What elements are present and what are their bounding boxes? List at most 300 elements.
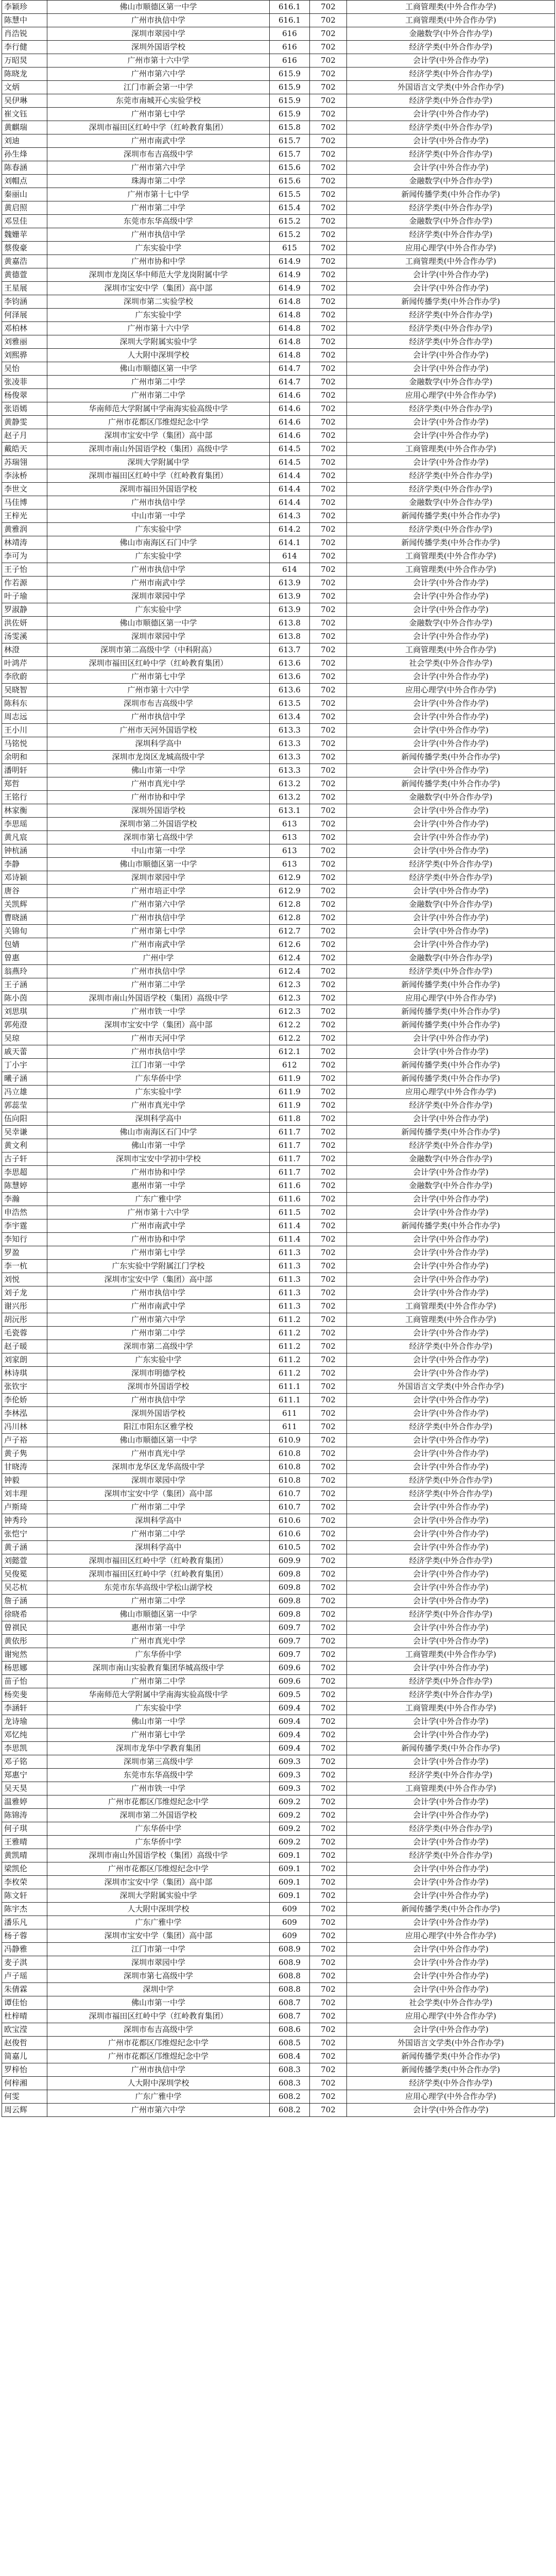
school-name: 广州市执信中学: [47, 1045, 270, 1059]
score-cell: 613.6: [270, 657, 310, 670]
school-name: 深圳市南山外国语学校（集团）高级中学: [47, 1849, 270, 1862]
student-name: 吴琼: [2, 1032, 47, 1045]
student-name: 李静: [2, 858, 47, 871]
score-cell: 609.3: [270, 1769, 310, 1782]
control-line-cell: 702: [310, 1996, 347, 2010]
student-name: 郑惠宁: [2, 1769, 47, 1782]
control-line-cell: 702: [310, 2090, 347, 2104]
school-name: 深圳市第七高级中学: [47, 831, 270, 844]
major-cell: 会计学(中外合作办学): [347, 1595, 555, 1608]
major-cell: 会计学(中外合作办学): [347, 2104, 555, 2117]
control-line-cell: 702: [310, 228, 347, 242]
control-line-cell: 702: [310, 1260, 347, 1273]
school-name: 广州市铁一中学: [47, 1782, 270, 1795]
control-line-cell: 702: [310, 2050, 347, 2063]
table-row: [2, 1126, 555, 1139]
major-cell: 会计学(中外合作办学): [347, 456, 555, 469]
school-name: 佛山市顺德区第一中学: [47, 362, 270, 376]
school-name: 江门市第一中学: [47, 1943, 270, 1956]
student-name: 王星展: [2, 282, 47, 295]
control-line-cell: 702: [310, 1086, 347, 1099]
major-cell: 会计学(中外合作办学): [347, 1407, 555, 1420]
student-name: 陈文轩: [2, 1889, 47, 1903]
table-row: [2, 376, 555, 389]
school-name: 深圳大学附属中学: [47, 456, 270, 469]
table-row: [2, 1635, 555, 1648]
score-cell: 609: [270, 1903, 310, 1916]
score-cell: 615.5: [270, 188, 310, 201]
control-line-cell: 702: [310, 1166, 347, 1179]
major-cell: 会计学(中外合作办学): [347, 1394, 555, 1407]
school-name: 深圳市福田区红岭中学（红岭教育集团）: [47, 1554, 270, 1568]
score-cell: 611.8: [270, 1112, 310, 1126]
control-line-cell: 702: [310, 335, 347, 349]
school-name: 广州市花都区邝维煜纪念中学: [47, 2050, 270, 2063]
student-name: 陈小茵: [2, 992, 47, 1005]
score-cell: 615.9: [270, 94, 310, 108]
score-cell: 614.8: [270, 335, 310, 349]
major-cell: 经济学类(中外合作办学): [347, 469, 555, 483]
school-name: 广东实验中学: [47, 309, 270, 322]
student-name: 包婧: [2, 938, 47, 952]
school-name: 惠州市第一中学: [47, 1179, 270, 1193]
school-name: 广州市南武中学: [47, 1300, 270, 1313]
major-cell: 会计学(中外合作办学): [347, 1662, 555, 1675]
major-cell: 会计学(中外合作办学): [347, 282, 555, 295]
school-name: 广州中学: [47, 952, 270, 965]
control-line-cell: 702: [310, 1916, 347, 1929]
major-cell: 会计学(中外合作办学): [347, 1286, 555, 1300]
score-cell: 609: [270, 1916, 310, 1929]
control-line-cell: 702: [310, 925, 347, 938]
table-row: [2, 2090, 555, 2104]
score-cell: 609.4: [270, 1715, 310, 1728]
control-line-cell: 702: [310, 1769, 347, 1782]
table-row: [2, 563, 555, 577]
major-cell: 新闻传播学类(中外合作办学): [347, 1126, 555, 1139]
student-name: 罗梓怡: [2, 2063, 47, 2077]
student-name: 潘乐凡: [2, 1916, 47, 1929]
control-line-cell: 702: [310, 1595, 347, 1608]
table-row: [2, 1246, 555, 1260]
score-cell: 615.6: [270, 175, 310, 188]
table-row: [2, 764, 555, 777]
table-row: [2, 2023, 555, 2037]
table-row: [2, 630, 555, 643]
major-cell: 工商管理类(中外合作办学): [347, 1, 555, 14]
control-line-cell: 702: [310, 777, 347, 791]
table-row: [2, 335, 555, 349]
control-line-cell: 702: [310, 443, 347, 456]
student-name: 欧宝滢: [2, 2023, 47, 2037]
student-name: 胡沅彤: [2, 1313, 47, 1327]
score-cell: 610.5: [270, 1541, 310, 1554]
table-row: [2, 2077, 555, 2090]
major-cell: 会计学(中外合作办学): [347, 737, 555, 751]
student-name: 刘悦: [2, 1273, 47, 1286]
table-row: [2, 925, 555, 938]
score-cell: 614.7: [270, 376, 310, 389]
school-name: 广州市第十六中学: [47, 684, 270, 697]
control-line-cell: 702: [310, 1461, 347, 1474]
major-cell: 会计学(中外合作办学): [347, 1755, 555, 1769]
school-name: 广州市天河外国语学校: [47, 724, 270, 737]
control-line-cell: 702: [310, 1246, 347, 1260]
table-row: [2, 952, 555, 965]
table-row: [2, 871, 555, 885]
control-line-cell: 702: [310, 1219, 347, 1233]
school-name: 佛山市顺德区第一中学: [47, 1434, 270, 1447]
student-name: 曾惠: [2, 952, 47, 965]
student-name: 苗子怡: [2, 1675, 47, 1688]
school-name: 中山市第一中学: [47, 510, 270, 523]
school-name: 广东广雅中学: [47, 1916, 270, 1929]
table-row: [2, 1702, 555, 1715]
table-row: [2, 1528, 555, 1541]
major-cell: 工商管理类(中外合作办学): [347, 1300, 555, 1313]
table-row: [2, 148, 555, 161]
table-body: [2, 1, 555, 2117]
score-cell: 611.2: [270, 1340, 310, 1353]
score-cell: 615.4: [270, 201, 310, 215]
student-name: 毛瓷蓉: [2, 1327, 47, 1340]
school-name: 深圳外国语学校: [47, 804, 270, 818]
control-line-cell: 702: [310, 215, 347, 228]
student-name: 林家衡: [2, 804, 47, 818]
table-row: [2, 456, 555, 469]
table-row: [2, 724, 555, 737]
school-name: 佛山市南海区石门中学: [47, 1126, 270, 1139]
control-line-cell: 702: [310, 577, 347, 590]
school-name: 广州市执信中学: [47, 496, 270, 510]
score-cell: 611.3: [270, 1286, 310, 1300]
score-cell: 612.4: [270, 965, 310, 978]
major-cell: 金融数学(中外合作办学): [347, 215, 555, 228]
student-name: 翁燕玲: [2, 965, 47, 978]
score-cell: 614.9: [270, 282, 310, 295]
major-cell: 新闻传播学类(中外合作办学): [347, 1072, 555, 1086]
major-cell: 会计学(中外合作办学): [347, 2023, 555, 2037]
table-row: [2, 1608, 555, 1621]
school-name: 广州市第二中学: [47, 389, 270, 402]
school-name: 深圳市南山外国语学校（集团）高级中学: [47, 992, 270, 1005]
school-name: 广州市第二中学: [47, 1595, 270, 1608]
student-name: 刘家朗: [2, 1353, 47, 1367]
student-name: 冯立雄: [2, 1086, 47, 1099]
school-name: 广东实验中学: [47, 1353, 270, 1367]
table-row: [2, 1916, 555, 1929]
student-name: 李泳桥: [2, 469, 47, 483]
student-name: 王子涵: [2, 978, 47, 992]
score-cell: 614.8: [270, 349, 310, 362]
table-row: [2, 1045, 555, 1059]
table-row: [2, 1554, 555, 1568]
school-name: 广州市执信中学: [47, 228, 270, 242]
student-name: 崔文钰: [2, 108, 47, 121]
student-name: 杨俊翠: [2, 389, 47, 402]
control-line-cell: 702: [310, 376, 347, 389]
student-name: 陈慧婷: [2, 1179, 47, 1193]
major-cell: 会计学(中外合作办学): [347, 1367, 555, 1380]
score-cell: 613.6: [270, 684, 310, 697]
table-row: [2, 1903, 555, 1916]
major-cell: 会计学(中外合作办学): [347, 911, 555, 925]
table-row: [2, 670, 555, 684]
school-name: 广州市培正中学: [47, 885, 270, 898]
control-line-cell: 702: [310, 1648, 347, 1662]
major-cell: 经济学类(中外合作办学): [347, 67, 555, 81]
score-cell: 613.9: [270, 590, 310, 603]
school-name: 深圳市第二实验学校: [47, 295, 270, 309]
major-cell: 新闻传播学类(中外合作办学): [347, 978, 555, 992]
student-name: 张钦宇: [2, 1380, 47, 1394]
major-cell: 工商管理类(中外合作办学): [347, 1648, 555, 1662]
score-cell: 611: [270, 1407, 310, 1420]
student-name: 马铭悦: [2, 737, 47, 751]
table-row: [2, 1943, 555, 1956]
school-name: 广东实验中学附属江门学校: [47, 1260, 270, 1273]
school-name: 广州市第七中学: [47, 925, 270, 938]
school-name: 华南师范大学附属中学南海实验高级中学: [47, 1688, 270, 1702]
control-line-cell: 702: [310, 81, 347, 94]
student-name: 李世文: [2, 483, 47, 496]
control-line-cell: 702: [310, 1112, 347, 1126]
major-cell: 应用心理学(中外合作办学): [347, 2090, 555, 2104]
control-line-cell: 702: [310, 1126, 347, 1139]
table-row: [2, 1782, 555, 1795]
control-line-cell: 702: [310, 697, 347, 710]
school-name: 深圳市宝安中学（集团）高中部: [47, 1929, 270, 1943]
score-cell: 609.7: [270, 1621, 310, 1635]
major-cell: 新闻传播学类(中外合作办学): [347, 536, 555, 550]
major-cell: 会计学(中外合作办学): [347, 1715, 555, 1728]
control-line-cell: 702: [310, 1662, 347, 1675]
student-name: 吴俊冕: [2, 1568, 47, 1581]
control-line-cell: 702: [310, 1045, 347, 1059]
school-name: 广州市第二中学: [47, 201, 270, 215]
student-name: 戚天蕾: [2, 1045, 47, 1059]
school-name: 深圳大学附属实验中学: [47, 1889, 270, 1903]
school-name: 广州市执信中学: [47, 710, 270, 724]
school-name: 深圳市宝安中学（集团）高中部: [47, 429, 270, 443]
student-name: 冯川林: [2, 1420, 47, 1434]
table-row: [2, 322, 555, 335]
major-cell: 工商管理类(中外合作办学): [347, 643, 555, 657]
table-row: [2, 201, 555, 215]
major-cell: 经济学类(中外合作办学): [347, 965, 555, 978]
school-name: 人大附中深圳学校: [47, 1903, 270, 1916]
score-cell: 615.6: [270, 161, 310, 175]
control-line-cell: 702: [310, 27, 347, 41]
school-name: 深圳中学: [47, 1983, 270, 1996]
score-cell: 613.6: [270, 670, 310, 684]
student-name: 何梓湘: [2, 2077, 47, 2090]
school-name: 广州市南武中学: [47, 134, 270, 148]
score-cell: 611.7: [270, 1166, 310, 1179]
table-row: [2, 2104, 555, 2117]
score-cell: 612.2: [270, 1032, 310, 1045]
control-line-cell: 702: [310, 791, 347, 804]
student-name: 戴皓天: [2, 443, 47, 456]
major-cell: 应用心理学(中外合作办学): [347, 2010, 555, 2023]
table-row: [2, 14, 555, 27]
student-name: 丁小宇: [2, 1059, 47, 1072]
control-line-cell: 702: [310, 1903, 347, 1916]
table-row: [2, 161, 555, 175]
score-cell: 612.4: [270, 952, 310, 965]
student-name: 刘雅丽: [2, 335, 47, 349]
school-name: 深圳市翠园中学: [47, 590, 270, 603]
school-name: 广州市南武中学: [47, 1219, 270, 1233]
control-line-cell: 702: [310, 1474, 347, 1487]
school-name: 广东实验中学: [47, 242, 270, 255]
control-line-cell: 702: [310, 630, 347, 643]
school-name: 广东广雅中学: [47, 2090, 270, 2104]
table-row: [2, 1715, 555, 1728]
student-name: 申浩然: [2, 1206, 47, 1219]
major-cell: 经济学类(中外合作办学): [347, 858, 555, 871]
major-cell: 会计学(中外合作办学): [347, 1273, 555, 1286]
school-name: 广东华侨中学: [47, 1822, 270, 1836]
school-name: 广州市真光中学: [47, 1099, 270, 1112]
student-name: 苏瑞翎: [2, 456, 47, 469]
student-name: 赵俊哲: [2, 2037, 47, 2050]
table-row: [2, 1836, 555, 1849]
student-name: 李颖珍: [2, 1, 47, 14]
school-name: 广州市执信中学: [47, 1286, 270, 1300]
student-name: 麦子淇: [2, 1956, 47, 1970]
score-cell: 608.7: [270, 2010, 310, 2023]
table-row: [2, 255, 555, 268]
table-row: [2, 697, 555, 710]
school-name: 广州市第六中学: [47, 898, 270, 911]
control-line-cell: 702: [310, 1635, 347, 1648]
control-line-cell: 702: [310, 1702, 347, 1715]
major-cell: 新闻传播学类(中外合作办学): [347, 751, 555, 764]
table-row: [2, 1728, 555, 1742]
table-row: [2, 831, 555, 844]
major-cell: 新闻传播学类(中外合作办学): [347, 295, 555, 309]
control-line-cell: 702: [310, 1849, 347, 1862]
student-name: 钟毅: [2, 1474, 47, 1487]
score-cell: 611.2: [270, 1327, 310, 1340]
major-cell: 会计学(中外合作办学): [347, 603, 555, 617]
control-line-cell: 702: [310, 242, 347, 255]
table-row: [2, 1219, 555, 1233]
score-cell: 613.8: [270, 630, 310, 643]
major-cell: 会计学(中外合作办学): [347, 362, 555, 376]
score-cell: 613.5: [270, 697, 310, 710]
school-name: 东莞市南城开心实验学校: [47, 94, 270, 108]
table-row: [2, 1420, 555, 1434]
school-name: 广州市南武中学: [47, 577, 270, 590]
major-cell: 会计学(中外合作办学): [347, 925, 555, 938]
score-cell: 614.8: [270, 322, 310, 335]
score-cell: 612.3: [270, 978, 310, 992]
table-row: [2, 483, 555, 496]
control-line-cell: 702: [310, 2104, 347, 2117]
control-line-cell: 702: [310, 1153, 347, 1166]
table-row: [2, 1340, 555, 1353]
major-cell: 会计学(中外合作办学): [347, 1943, 555, 1956]
score-cell: 610.7: [270, 1487, 310, 1501]
major-cell: 经济学类(中外合作办学): [347, 41, 555, 54]
control-line-cell: 702: [310, 134, 347, 148]
major-cell: 经济学类(中外合作办学): [347, 322, 555, 335]
school-name: 广东华侨中学: [47, 1836, 270, 1849]
student-name: 王小川: [2, 724, 47, 737]
major-cell: 会计学(中外合作办学): [347, 670, 555, 684]
student-name: 李涵轩: [2, 1702, 47, 1715]
control-line-cell: 702: [310, 1581, 347, 1595]
control-line-cell: 702: [310, 268, 347, 282]
table-row: [2, 1099, 555, 1112]
control-line-cell: 702: [310, 1300, 347, 1313]
table-row: [2, 1407, 555, 1420]
control-line-cell: 702: [310, 1983, 347, 1996]
control-line-cell: 702: [310, 1407, 347, 1420]
school-name: 阳江市阳东区雅学校: [47, 1420, 270, 1434]
table-row: [2, 590, 555, 603]
school-name: 深圳外国语学校: [47, 1407, 270, 1420]
table-row: [2, 2050, 555, 2063]
score-cell: 609.8: [270, 1608, 310, 1621]
table-row: [2, 1541, 555, 1554]
major-cell: 会计学(中外合作办学): [347, 1876, 555, 1889]
score-cell: 615.7: [270, 134, 310, 148]
table-row: [2, 938, 555, 952]
major-cell: 会计学(中外合作办学): [347, 844, 555, 858]
major-cell: 会计学(中外合作办学): [347, 1166, 555, 1179]
score-cell: 611.2: [270, 1353, 310, 1367]
major-cell: 会计学(中外合作办学): [347, 1889, 555, 1903]
major-cell: 社会学类(中外合作办学): [347, 657, 555, 670]
student-name: 刘子龙: [2, 1286, 47, 1300]
major-cell: 会计学(中外合作办学): [347, 1528, 555, 1541]
student-name: 邓诗颖: [2, 871, 47, 885]
table-row: [2, 1849, 555, 1862]
score-cell: 613.2: [270, 791, 310, 804]
control-line-cell: 702: [310, 2077, 347, 2090]
major-cell: 经济学类(中外合作办学): [347, 121, 555, 134]
school-name: 广东华侨中学: [47, 1648, 270, 1662]
major-cell: 经济学类(中外合作办学): [347, 1849, 555, 1862]
score-cell: 609.2: [270, 1822, 310, 1836]
control-line-cell: 702: [310, 148, 347, 161]
control-line-cell: 702: [310, 1273, 347, 1286]
control-line-cell: 702: [310, 657, 347, 670]
score-cell: 615.7: [270, 148, 310, 161]
student-name: 李行健: [2, 41, 47, 54]
student-name: 黄启照: [2, 201, 47, 215]
control-line-cell: 702: [310, 563, 347, 577]
score-cell: 615: [270, 242, 310, 255]
control-line-cell: 702: [310, 456, 347, 469]
score-cell: 615.9: [270, 108, 310, 121]
student-name: 陈锦涛: [2, 1809, 47, 1822]
major-cell: 会计学(中外合作办学): [347, 349, 555, 362]
score-cell: 613.2: [270, 777, 310, 791]
table-row: [2, 777, 555, 791]
major-cell: 会计学(中外合作办学): [347, 108, 555, 121]
student-name: 万昭炅: [2, 54, 47, 67]
school-name: 人大附中深圳学校: [47, 349, 270, 362]
major-cell: 新闻传播学类(中外合作办学): [347, 2050, 555, 2063]
score-cell: 615.9: [270, 81, 310, 94]
student-name: 简嘉儿: [2, 2050, 47, 2063]
control-line-cell: 702: [310, 684, 347, 697]
score-cell: 612.3: [270, 1005, 310, 1019]
